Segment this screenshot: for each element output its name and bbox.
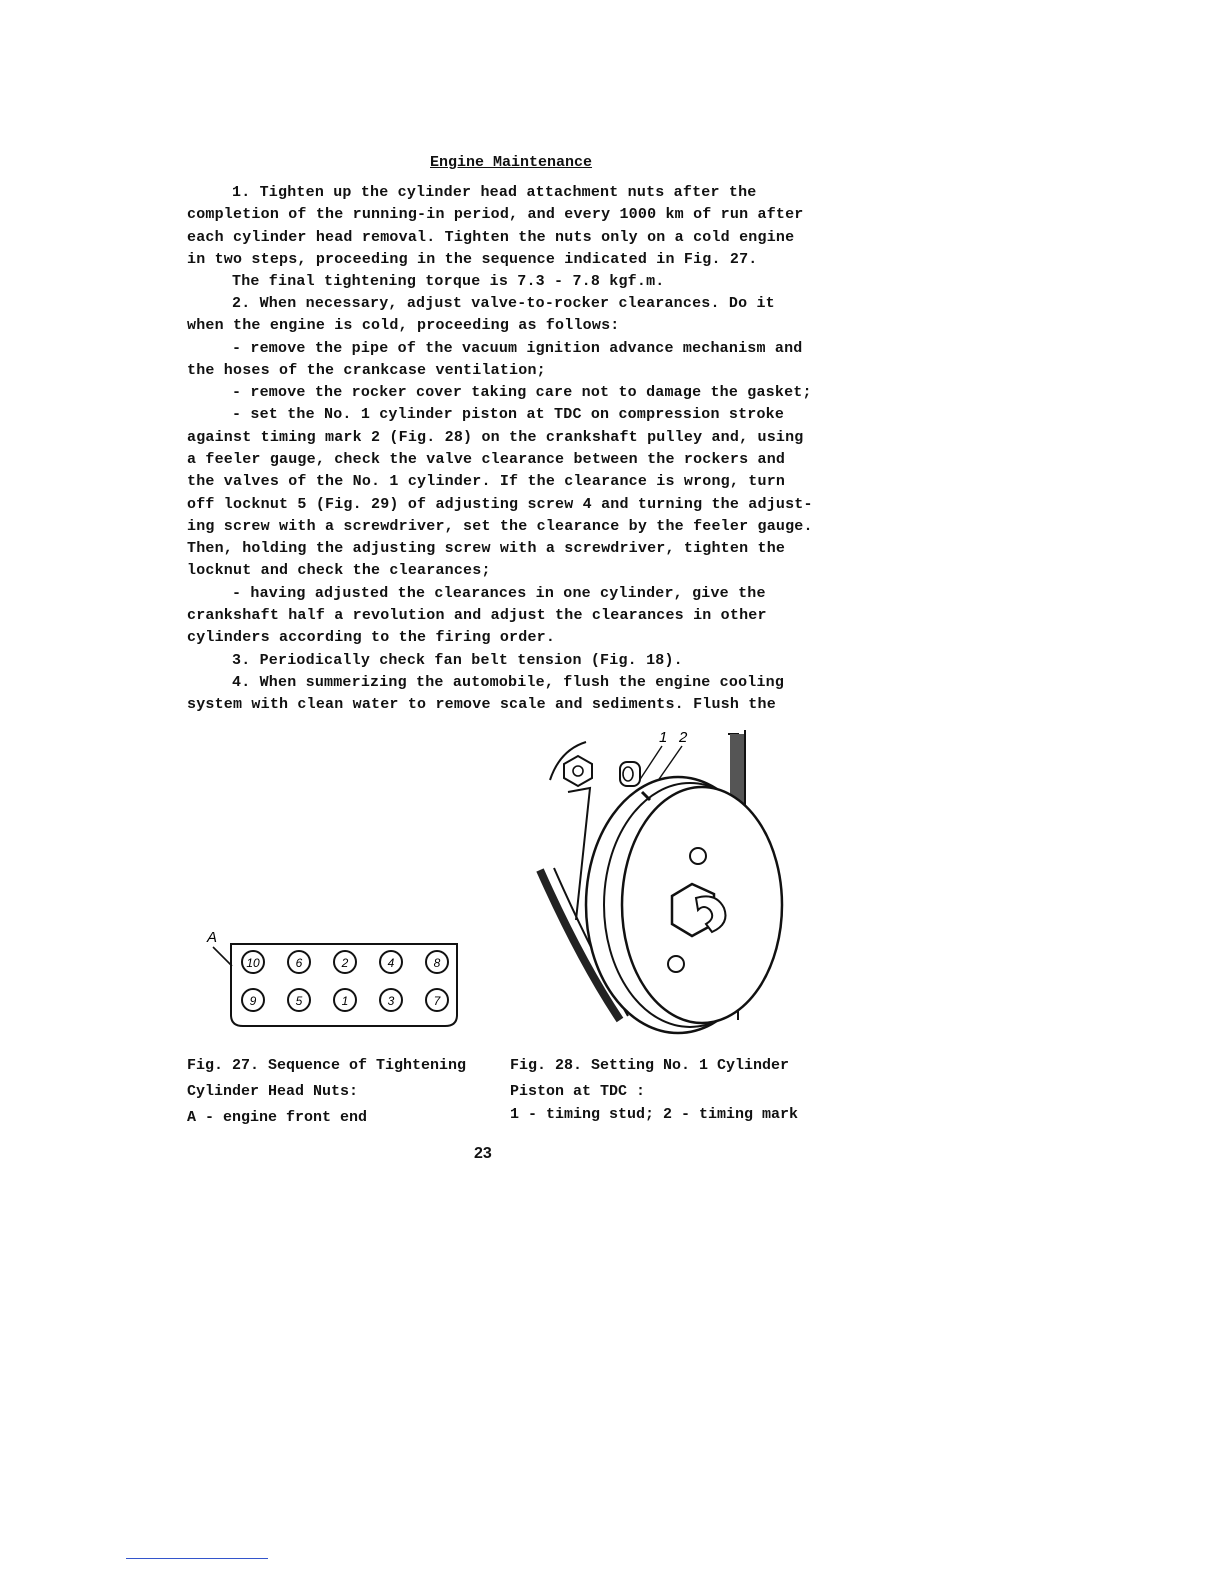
svg-text:4: 4 — [387, 956, 395, 970]
body-line: 1. Tighten up the cylinder head attachment nuts after the — [232, 184, 757, 201]
body-line: system with clean water to remove scale and sediments. Flush the — [187, 696, 776, 713]
footnote-rule — [126, 1558, 268, 1559]
page-number: 23 — [474, 1145, 492, 1162]
nut-8 — [426, 951, 448, 973]
body-line: each cylinder head removal. Tighten the nuts only on a cold engine — [187, 229, 795, 246]
body-line: 4. When summerizing the automobile, flush the engine cooling — [232, 674, 785, 691]
fig28-caption: Piston at TDC : — [510, 1083, 646, 1100]
nut-10 — [242, 951, 264, 973]
body-line: Then, holding the adjusting screw with a screwdriver, tighten the — [187, 540, 786, 557]
nut-6 — [288, 951, 310, 973]
fig27-caption: A - engine front end — [187, 1109, 368, 1126]
svg-text:7: 7 — [433, 994, 441, 1008]
nut-1 — [334, 989, 356, 1011]
svg-text:10: 10 — [246, 956, 260, 970]
svg-text:3: 3 — [387, 994, 395, 1008]
nut-5 — [288, 989, 310, 1011]
svg-text:2: 2 — [341, 956, 349, 970]
svg-text:9: 9 — [249, 994, 257, 1008]
svg-text:6: 6 — [295, 956, 303, 970]
body-line: in two steps, proceeding in the sequence indicated in Fig. 27. — [187, 251, 758, 268]
fig27-caption: Fig. 27. Sequence of Tightening — [187, 1057, 467, 1074]
body-line: against timing mark 2 (Fig. 28) on the crankshaft pulley and, using — [187, 429, 804, 446]
fig28-caption: 1 - timing stud; 2 - timing mark — [510, 1106, 799, 1123]
body-line: - set the No. 1 cylinder piston at TDC on compression stroke — [232, 406, 785, 423]
body-line: 3. Periodically check fan belt tension (Fig. 18). — [232, 652, 683, 669]
body-line: locknut and check the clearances; — [187, 562, 491, 579]
crank-nut — [672, 884, 714, 936]
bolt-hex — [564, 756, 592, 786]
fig28-label-2: 2 — [679, 729, 688, 746]
body-line: - remove the pipe of the vacuum ignition advance mechanism and — [232, 340, 803, 357]
body-line: the valves of the No. 1 cylinder. If the clearance is wrong, turn — [187, 473, 786, 490]
fig28-label-1: 1 — [659, 729, 668, 746]
nut-9 — [242, 989, 264, 1011]
nut-3 — [380, 989, 402, 1011]
body-line: off locknut 5 (Fig. 29) of adjusting screw 4 and turning the adjust- — [187, 496, 813, 513]
body-line: when the engine is cold, proceeding as follows: — [187, 317, 620, 334]
nut-4 — [380, 951, 402, 973]
body-line: a feeler gauge, check the valve clearance between the rockers and — [187, 451, 786, 468]
fig28-illustration — [520, 720, 800, 1045]
fig28-caption: Fig. 28. Setting No. 1 Cylinder — [510, 1057, 790, 1074]
body-line: completion of the running-in period, and every 1000 km of run after — [187, 206, 804, 223]
nut-2 — [334, 951, 356, 973]
page-title: Engine Maintenance — [430, 154, 593, 171]
fig27-caption: Cylinder Head Nuts: — [187, 1083, 359, 1100]
body-line: crankshaft half a revolution and adjust the clearances in other — [187, 607, 767, 624]
svg-text:5: 5 — [295, 994, 303, 1008]
svg-text:8: 8 — [433, 956, 441, 970]
body-line: - having adjusted the clearances in one cylinder, give the — [232, 585, 766, 602]
body-line: cylinders according to the firing order. — [187, 629, 556, 646]
body-line: ing screw with a screwdriver, set the clearance by the feeler gauge. — [187, 518, 813, 535]
body-line: the hoses of the crankcase ventilation; — [187, 362, 546, 379]
nut-7 — [426, 989, 448, 1011]
fig27-label-a: A — [207, 929, 218, 946]
body-line: The final tightening torque is 7.3 - 7.8 kgf.m. — [232, 273, 665, 290]
svg-text:1: 1 — [341, 994, 349, 1008]
body-line: 2. When necessary, adjust valve-to-rocker clearances. Do it — [232, 295, 775, 312]
front-end-pointer — [213, 947, 232, 966]
body-line: - remove the rocker cover taking care not to damage the gasket; — [232, 384, 812, 401]
fig27-diagram — [195, 920, 470, 1035]
